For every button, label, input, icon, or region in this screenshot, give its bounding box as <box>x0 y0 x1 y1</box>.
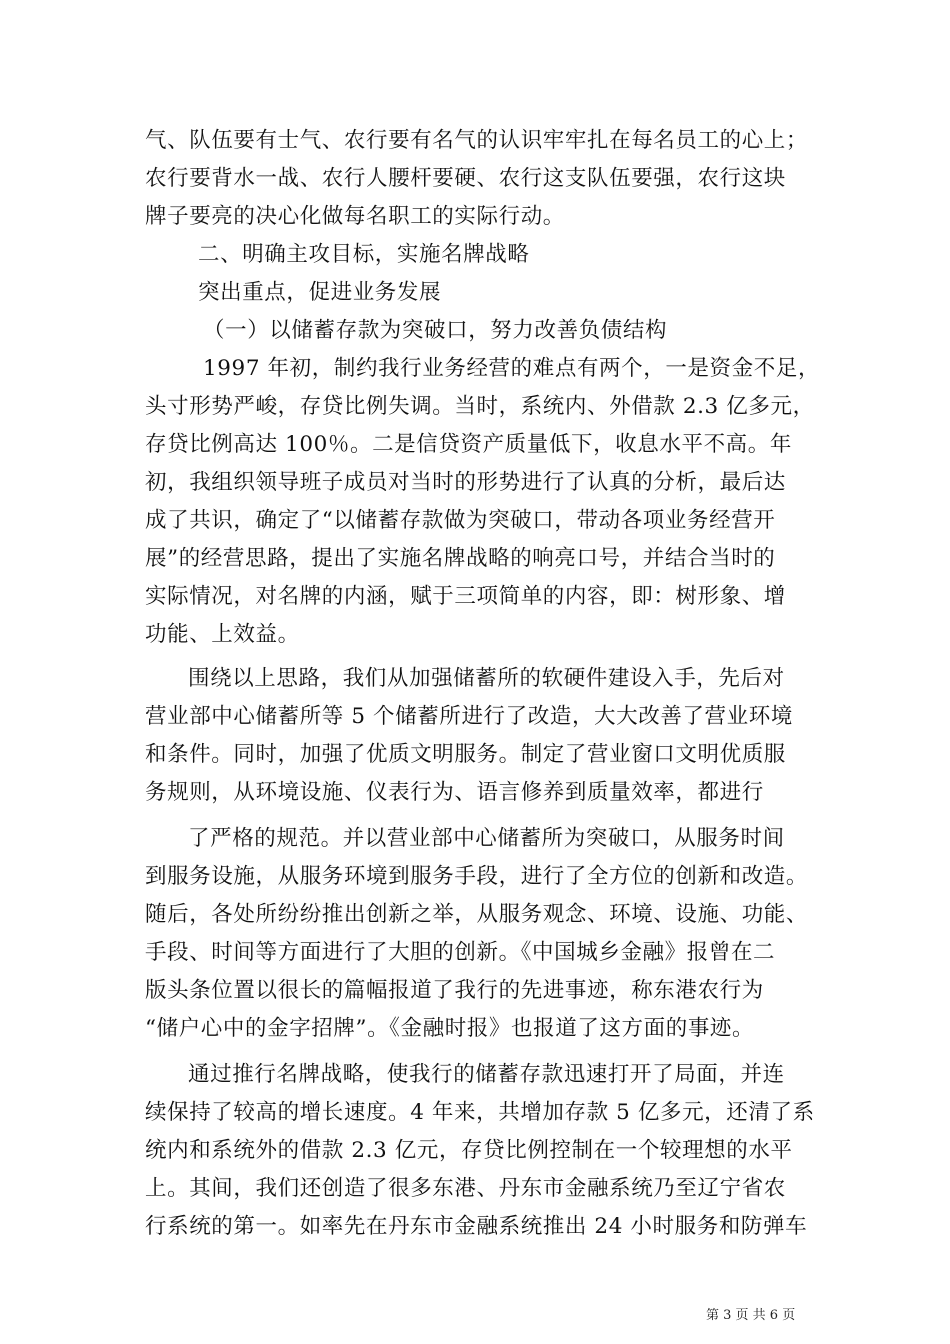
text-line: 和条件。同时，加强了优质文明服务。制定了营业窗口文明优质服 <box>145 742 786 767</box>
text-line: 上。其间，我们还创造了很多东港、丹东市金融系统乃至辽宁省农 <box>145 1176 786 1201</box>
text-line: 农行要背水一战、农行人腰杆要硬、农行这支队伍要强，农行这块 <box>145 166 786 191</box>
paragraph-3 <box>145 660 825 812</box>
text-line: 气、队伍要有士气、农行要有名气的认识牢牢扎在每名员工的心上； <box>145 128 809 153</box>
text-line: 到服务设施，从服务环境到服务手段，进行了全方位的创新和改造。 <box>145 864 809 889</box>
text-line: 了严格的规范。并以营业部中心储蓄所为突破口，从服务时间 <box>188 826 785 851</box>
paragraph-2 <box>145 350 825 654</box>
paragraph-1 <box>145 122 825 236</box>
text-line: 头寸形势严峻，存贷比例失调。当时，系统内、外借款 2.3 亿多元， <box>145 394 815 419</box>
page-number-footer: 第 3 页 共 6 页 <box>706 1308 796 1323</box>
text-line: 功能、上效益。 <box>145 622 300 647</box>
text-line: 务规则，从环境设施、仪表行为、语言修养到质量效率，都进行 <box>145 780 764 805</box>
document-body <box>145 122 825 1246</box>
text-line: 手段、时间等方面进行了大胆的创新。《中国城乡金融》报曾在二 <box>145 940 776 965</box>
text-line: 行系统的第一。如率先在丹东市金融系统推出 24 小时服务和防弹车 <box>145 1214 808 1239</box>
text-line: 展”的经营思路，提出了实施名牌战略的响亮口号，并结合当时的 <box>145 546 776 571</box>
text-line: 统内和系统外的借款 2.3 亿元，存贷比例控制在一个较理想的水平 <box>145 1138 793 1163</box>
text-line: 续保持了较高的增长速度。4 年来，共增加存款 5 亿多元，还清了系 <box>145 1100 815 1125</box>
text-line: 初，我组织领导班子成员对当时的形势进行了认真的分析，最后达 <box>145 470 786 495</box>
subsection-heading: （一）以储蓄存款为突破口，努力改善负债结构 <box>203 318 668 343</box>
text-line: 通过推行名牌战略，使我行的储蓄存款迅速打开了局面，并连 <box>188 1062 785 1087</box>
section-subheading: 突出重点，促进业务发展 <box>198 280 442 305</box>
text-line: 实际情况，对名牌的内涵，赋于三项简单的内容，即：树形象、增 <box>145 584 786 609</box>
text-line: 成了共识，确定了“以储蓄存款做为突破口，带动各项业务经营开 <box>145 508 776 533</box>
section-heading: 二、明确主攻目标，实施名牌战略 <box>198 242 530 267</box>
text-line: 1997 年初，制约我行业务经营的难点有两个，一是资金不足， <box>203 356 821 381</box>
text-line: 围绕以上思路，我们从加强储蓄所的软硬件建设入手，先后对 <box>188 666 785 691</box>
text-line: 牌子要亮的决心化做每名职工的实际行动。 <box>145 204 565 229</box>
text-line: “储户心中的金字招牌”。《金融时报》也报道了这方面的事迹。 <box>145 1016 755 1041</box>
text-line: 版头条位置以很长的篇幅报道了我行的先进事迹，称东港农行为 <box>145 978 764 1003</box>
paragraph-4 <box>145 820 825 1048</box>
text-line: 营业部中心储蓄所等 5 个储蓄所进行了改造，大大改善了营业环境 <box>145 704 793 729</box>
paragraph-5 <box>145 1056 825 1246</box>
text-line: 随后，各处所纷纷推出创新之举，从服务观念、环境、设施、功能、 <box>145 902 809 927</box>
text-line: 存贷比例高达 100％。二是信贷资产质量低下，收息水平不高。年 <box>145 432 792 457</box>
